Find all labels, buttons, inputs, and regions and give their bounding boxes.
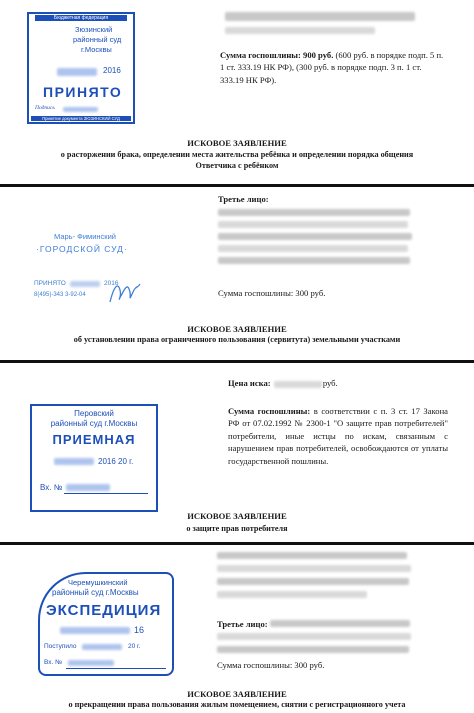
redacted-third-party <box>218 245 408 252</box>
document-heading: ИСКОВОЕ ЗАЯВЛЕНИЕ <box>187 324 287 334</box>
stamp-court-city: г.Москвы <box>81 45 112 54</box>
redacted-third-party <box>218 257 410 264</box>
redacted-stamp-date <box>70 281 100 287</box>
stamp-court-name: районный суд <box>73 35 122 44</box>
third-party-label: Третье лицо: <box>218 194 269 204</box>
court-stamp-expedition <box>38 572 174 676</box>
stamp-number-underline <box>66 668 166 669</box>
court-stamp-accepted <box>27 12 135 124</box>
state-fee-detail: в соответствии с п. 3 ст. 17 Закона РФ от 07.02.1992 № 2300-1 "О защите прав потребителей" потребители, иные истцы по искам, связанным с нарушением прав потребителей, освобождаются от уплаты государственной пошлины. <box>228 406 449 466</box>
redacted-party-line <box>217 552 407 559</box>
redacted-stamp-number <box>66 484 110 491</box>
section-divider <box>0 184 474 187</box>
stamp-court-name: Черемушкинский <box>68 578 128 587</box>
redacted-third-party <box>218 221 408 228</box>
stamp-year: 2016 <box>104 280 119 287</box>
section-divider <box>0 542 474 545</box>
redacted-party-line <box>217 591 367 598</box>
document-subtitle: об установлении права ограниченного пользования (сервитута) земельными участками <box>73 335 401 344</box>
state-fee-label: Сумма госпошлины: <box>228 406 311 416</box>
stamp-sign-label: Подпись <box>35 105 55 111</box>
stamp-status: ПРИЕМНАЯ <box>52 432 136 447</box>
state-fee-label: Сумма госпошлины: 300 руб. <box>218 288 326 298</box>
handwritten-signature-icon <box>108 280 142 306</box>
claim-price-unit: руб. <box>322 378 338 388</box>
state-fee-label: Сумма госпошлины: 300 руб. <box>217 660 325 670</box>
stamp-court-name: районный суд г.Москвы <box>52 588 139 597</box>
stamp-status: ПРИНЯТО <box>43 84 123 100</box>
stamp-court-name: Марь- Фиминский <box>54 232 116 241</box>
document-subtitle: Ответчика с ребёнком <box>195 161 279 170</box>
claim-price-block <box>228 377 448 389</box>
stamp-received: ПРИНЯТО <box>34 280 66 287</box>
redacted-party-line <box>217 565 411 572</box>
redacted-stamp-date <box>60 627 130 634</box>
stamp-court-name: Перовский <box>74 409 114 418</box>
stamp-number-underline <box>64 493 148 494</box>
redacted-signature <box>63 107 98 112</box>
stamp-footer: Принятие документа ЗЮЗИНСКИЙ СУД <box>31 116 131 121</box>
document-subtitle: о расторжении брака, определении места жительства ребёнка и определении порядка общения <box>60 150 414 159</box>
stamp-year-line: 20 г. <box>128 643 141 650</box>
document-heading: ИСКОВОЕ ЗАЯВЛЕНИЕ <box>187 511 287 521</box>
redacted-third-party <box>218 233 412 240</box>
redacted-stamp-date <box>57 68 97 76</box>
stamp-court-name: районный суд г.Москвы <box>50 419 138 428</box>
stamp-date-mark: 16 <box>134 625 145 635</box>
redacted-plaintiff-line <box>225 12 415 21</box>
state-fee-detail: (600 руб. в порядке подп. 5 п. 1 ст. 333.19 НК РФ), (300 руб. в порядке подп. 3 п. 1 ст. 333.19 НК РФ). <box>220 50 444 85</box>
document-subtitle: о защите прав потребителя <box>186 524 288 533</box>
stamp-received-label: Поступило <box>44 643 77 650</box>
stamp-phone: 8(495)-343 3-92-04 <box>34 292 86 298</box>
claim-price-label: Цена иска: <box>228 378 271 388</box>
document-section-3 <box>0 364 474 541</box>
stamp-date-line: 2016 20 г. <box>98 457 134 466</box>
stamp-court-name: Зюзинский <box>75 25 113 34</box>
redacted-third-party <box>218 209 410 216</box>
document-heading: ИСКОВОЕ ЗАЯВЛЕНИЕ <box>187 138 287 148</box>
redacted-plaintiff-line <box>225 27 375 34</box>
stamp-court-type: ·ГОРОДСКОЙ СУД· <box>36 244 128 254</box>
state-fee-block <box>220 49 445 86</box>
state-fee-block <box>228 405 448 467</box>
court-stamp-marfino <box>34 232 154 312</box>
stamp-number-label: Вх. № <box>40 483 63 492</box>
document-section-2 <box>0 188 474 360</box>
section-divider <box>0 360 474 363</box>
third-party-label: Третье лицо: <box>217 619 268 629</box>
state-fee-label: Сумма госпошлины: 900 руб. <box>220 50 334 60</box>
redacted-third-party <box>217 633 411 640</box>
stamp-header: Бюджетная федерация <box>35 15 127 21</box>
redacted-third-party <box>217 646 409 653</box>
court-stamp-reception <box>30 404 158 512</box>
stamp-date: 2016 <box>103 66 121 75</box>
redacted-party-line <box>217 578 409 585</box>
redacted-third-party <box>270 620 410 627</box>
document-section-4 <box>0 546 474 713</box>
redacted-claim-price <box>274 381 322 388</box>
redacted-stamp-date <box>54 458 94 465</box>
document-section-1 <box>0 0 474 183</box>
stamp-status: ЭКСПЕДИЦИЯ <box>46 602 162 619</box>
stamp-number-label: Вх. № <box>44 659 63 666</box>
redacted-stamp-number <box>68 660 114 666</box>
document-heading: ИСКОВОЕ ЗАЯВЛЕНИЕ <box>187 689 287 699</box>
redacted-stamp-received <box>82 644 122 650</box>
document-subtitle: о прекращении права пользования жилым помещением, снятии с регистрационного учета <box>68 700 406 709</box>
